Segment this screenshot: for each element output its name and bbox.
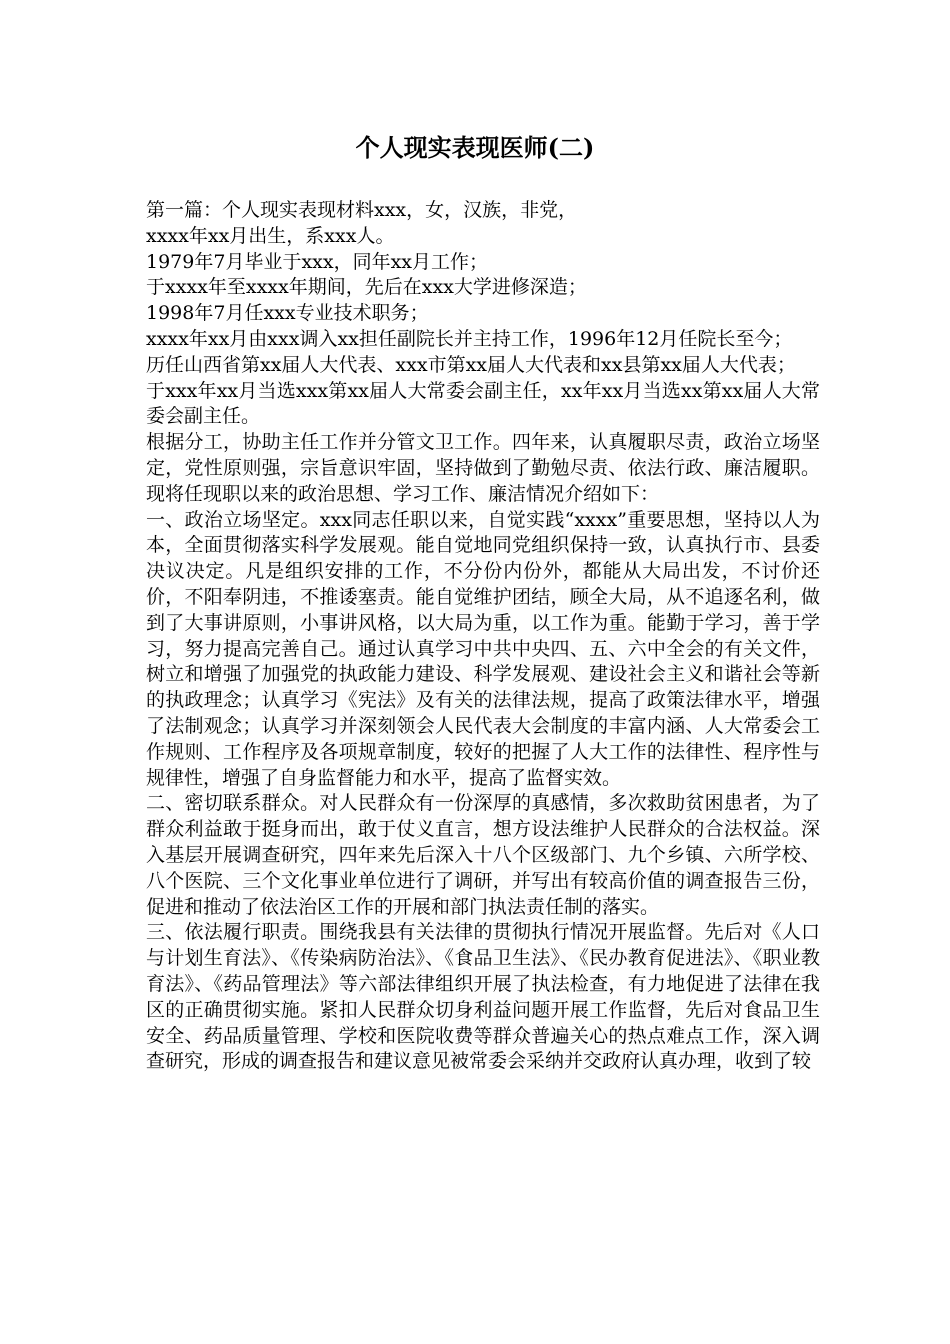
paragraph: 根据分工，协助主任工作并分管文卫工作。四年来，认真履职尽责，政治立场坚定，党性原则强，宗旨意识牢固，坚持做到了勤勉尽责、依法行政、廉洁履职。现将任现职以来的政治思想、学习工作、廉洁情况介绍如下： bbox=[146, 431, 820, 505]
paragraph: 一、政治立场坚定。xxx同志任职以来，自觉实践“xxxx”重要思想，坚持以人为本，全面贯彻落实科学发展观。能自觉地同党组织保持一致，认真执行市、县委决议决定。凡是组织安排的工作，不分份内份外，都能从大局出发，不讨价还价，不阳奉阴违，不推诿塞责。能自觉维护团结，顾全大局，从不追逐名利，做到了大事讲原则，小事讲风格，以大局为重，以工作为重。能勤于学习，善于学习，努力提高完善自己。通过认真学习中共中央四、五、六中全会的有关文件，树立和增强了加强党的执政能力建设、科学发展观、建设社会主义和谐社会等新的执政理念；认真学习《宪法》及有关的法律法规，提高了政策法律水平，增强了法制观念；认真学习并深刻领会人民代表大会制度的丰富内涵、人大常委会工作规则、工作程序及各项规章制度，较好的把握了人大工作的法律性、程序性与规律性，增强了自身监督能力和水平，提高了监督实效。 bbox=[146, 508, 820, 789]
paragraph: 于xxxx年至xxxx年期间，先后在xxx大学进修深造； bbox=[146, 276, 587, 299]
paragraph: 于xxx年xx月当选xxx第xx届人大常委会副主任，xx年xx月当选xx第xx届人大常委会副主任。 bbox=[146, 379, 820, 428]
paragraph: 三、依法履行职责。围绕我县有关法律的贯彻执行情况开展监督。先后对《人口与计划生育法》、《传染病防治法》、《食品卫生法》、《民办教育促进法》、《职业教育法》、《药品管理法》等六部法律组织开展了执法检查，有力地促进了法律在我区的正确贯彻实施。紧扣人民群众切身利益问题开展工作监督，先后对食品卫生安全、药品质量管理、学校和医院收费等群众普遍关心的热点难点工作，深入调查研究，形成的调查报告和建议意见被常委会采纳并交政府认真办理，收到了较 bbox=[146, 921, 820, 1073]
paragraph: xxxx年xx月由xxx调入xx担任副院长并主持工作，1996年12月任院长至今； bbox=[146, 327, 793, 350]
paragraph: 第一篇：个人现实表现材料xxx，女，汉族，非党， bbox=[146, 199, 578, 221]
paragraph: 历任山西省第xx届人大代表、xxx市第xx届人大代表和xx县第xx届人大代表； bbox=[146, 353, 796, 376]
paragraph: 二、密切联系群众。对人民群众有一份深厚的真感情，多次救助贫困患者，为了群众利益敢于挺身而出，敢于仗义直言，想方设法维护人民群众的合法权益。深入基层开展调查研究，四年来先后深入十八个区级部门、九个乡镇、六所学校、八个医院、三个文化事业单位进行了调研，并写出有较高价值的调查报告三份，促进和推动了依法治区工作的开展和部门执法责任制的落实。 bbox=[146, 792, 820, 918]
paragraph: xxxx年xx月出生，系xxx人。 bbox=[146, 224, 395, 247]
paragraph: 1979年7月毕业于xxx，同年xx月工作； bbox=[146, 250, 489, 273]
document-title: 个人现实表现医师(二) bbox=[355, 133, 595, 162]
document-body bbox=[146, 198, 820, 1075]
paragraph: 1998年7月任xxx专业技术职务； bbox=[146, 302, 429, 325]
